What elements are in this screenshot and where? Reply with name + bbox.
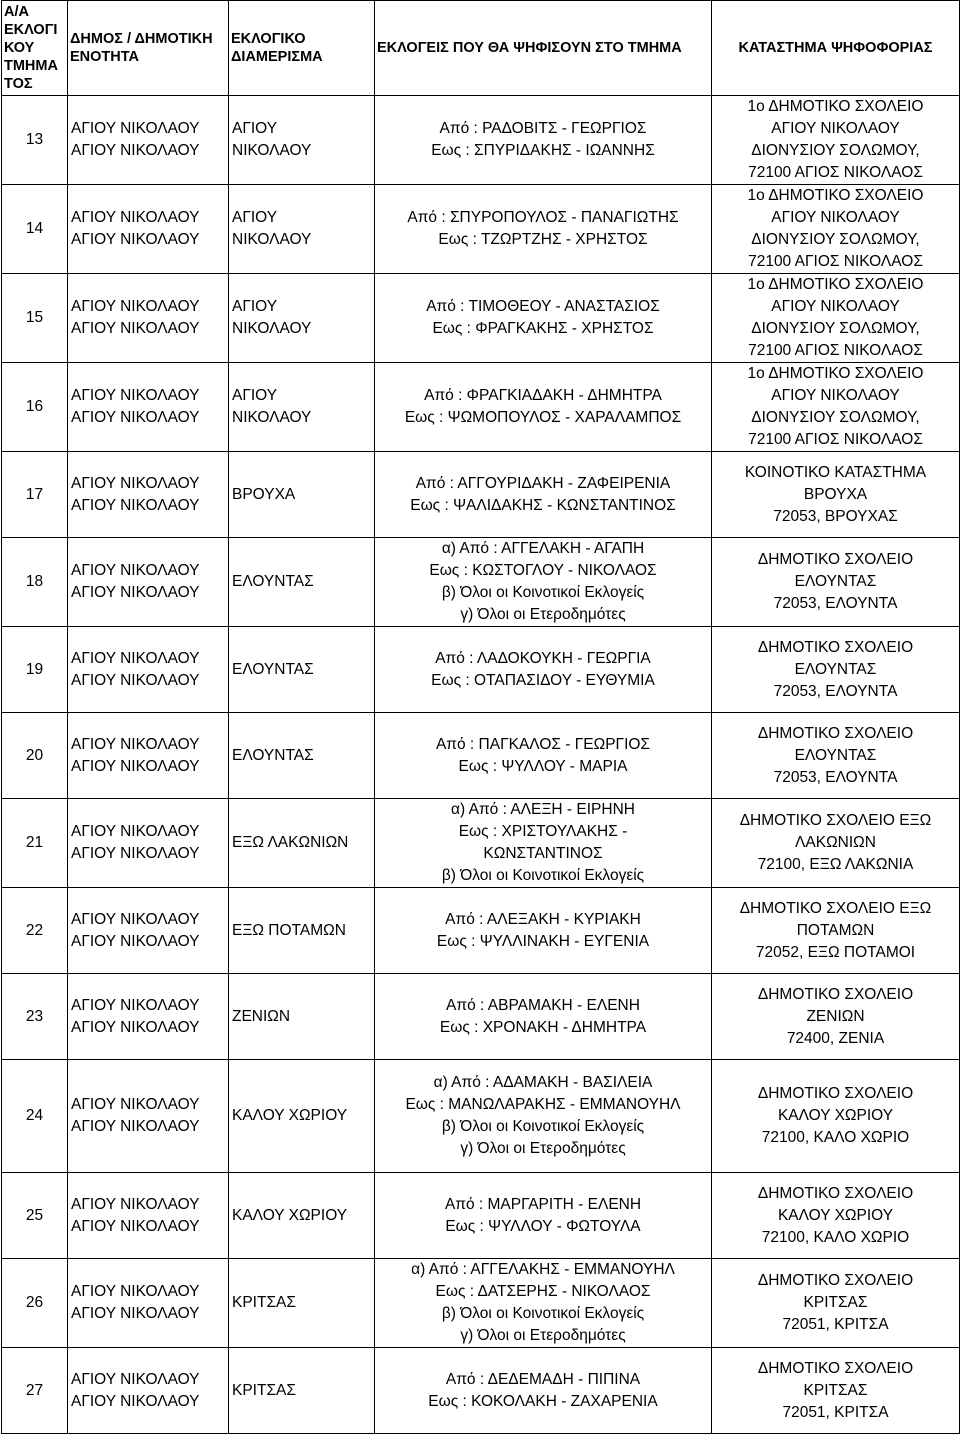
district-cell-line: ΚΑΛΟΥ ΧΩΡΙΟΥ: [232, 1107, 348, 1124]
station-cell: [712, 363, 960, 452]
municipality-cell-line: ΑΓΙΟΥ ΝΙΚΟΛΑΟΥ: [71, 649, 200, 667]
station-cell-line: 72100, ΚΑΛΟ ΧΩΡΙΟ: [761, 1129, 910, 1146]
station-cell-line: ΔΙΟΝΥΣΙΟΥ ΣΟΛΩΜΟΥ,: [751, 142, 920, 159]
voters-cell: [375, 888, 712, 974]
station-cell-line: ΒΡΟΥΧΑ: [803, 485, 868, 503]
district-cell: [229, 1259, 375, 1348]
station-cell-line: ΑΓΙΟΥ ΝΙΚΟΛΑΟΥ: [771, 387, 900, 404]
municipality-cell-line: ΑΓΙΟΥ ΝΙΚΟΛΑΟΥ: [71, 1392, 200, 1410]
municipality-cell-line: ΑΓΙΟΥ ΝΙΚΟΛΑΟΥ: [71, 298, 200, 315]
municipality-cell: [68, 1173, 229, 1259]
municipality-cell-line: ΑΓΙΟΥ ΝΙΚΟΛΑΟΥ: [71, 910, 200, 928]
table-row: [2, 185, 960, 274]
voters-cell: [375, 713, 712, 799]
voters-cell: [375, 96, 712, 185]
voters-cell-line: Εως : ΨΥΛΛΟΥ - ΦΩΤΟΥΛΑ: [445, 1217, 641, 1235]
municipality-cell-line: ΑΓΙΟΥ ΝΙΚΟΛΑΟΥ: [71, 823, 200, 840]
station-cell-line: ΚΟΙΝΟΤΙΚΟ ΚΑΤΑΣΤΗΜΑ: [744, 463, 927, 481]
municipality-cell-line: ΑΓΙΟΥ ΝΙΚΟΛΑΟΥ: [71, 1217, 200, 1235]
voters-cell-line: γ) Όλοι οι Ετεροδημότες: [460, 1140, 626, 1157]
table-row: [2, 1348, 960, 1434]
municipality-cell-line: ΑΓΙΟΥ ΝΙΚΟΛΑΟΥ: [71, 671, 200, 689]
municipality-cell-line: ΑΓΙΟΥ ΝΙΚΟΛΑΟΥ: [71, 231, 200, 248]
section-number: 17: [2, 452, 68, 538]
district-cell: [229, 1060, 375, 1173]
section-number: 18: [2, 538, 68, 627]
voters-cell: [375, 627, 712, 713]
municipality-cell: [68, 96, 229, 185]
district-cell: [229, 452, 375, 538]
station-cell-line: ΔΗΜΟΤΙΚΟ ΣΧΟΛΕΙΟ: [757, 551, 914, 568]
voters-cell-line: Εως : ΔΑΤΣΕΡΗΣ - ΝΙΚΟΛΑΟΣ: [435, 1283, 651, 1300]
voters-cell: [375, 1060, 712, 1173]
table-body: [2, 96, 960, 1434]
table-row: [2, 538, 960, 627]
district-cell: [229, 96, 375, 185]
voters-cell-line: α) Από : ΑΛΕΞΗ - ΕΙΡΗΝΗ: [451, 801, 635, 818]
district-cell-line: ΝΙΚΟΛΑΟΥ: [232, 320, 312, 337]
station-cell: [712, 96, 960, 185]
station-cell: [712, 799, 960, 888]
municipality-cell-line: ΑΓΙΟΥ ΝΙΚΟΛΑΟΥ: [71, 209, 200, 226]
voters-cell-line: α) Από : ΑΔΑΜΑΚΗ - ΒΑΣΙΛΕΙΑ: [433, 1074, 653, 1091]
municipality-cell-line: ΑΓΙΟΥ ΝΙΚΟΛΑΟΥ: [71, 142, 200, 159]
station-cell-line: 72100 ΑΓΙΟΣ ΝΙΚΟΛΑΟΣ: [748, 164, 923, 181]
header-municipality: ΔΗΜΟΣ / ΔΗΜΟΤΙΚΗ ΕΝΟΤΗΤΑ: [68, 1, 229, 96]
station-cell-line: ΕΛΟΥΝΤΑΣ: [794, 660, 877, 678]
voters-cell-line: Από : ΠΑΓΚΑΛΟΣ - ΓΕΩΡΓΙΟΣ: [435, 735, 651, 753]
municipality-cell: [68, 274, 229, 363]
municipality-cell-line: ΑΓΙΟΥ ΝΙΚΟΛΑΟΥ: [71, 996, 200, 1014]
district-cell: [229, 888, 375, 974]
section-number: 14: [2, 185, 68, 274]
table-row: [2, 452, 960, 538]
municipality-cell-line: ΑΓΙΟΥ ΝΙΚΟΛΑΟΥ: [71, 1096, 200, 1113]
station-cell-line: ΔΗΜΟΤΙΚΟ ΣΧΟΛΕΙΟ: [757, 1359, 914, 1377]
table-row: [2, 274, 960, 363]
table-row: [2, 888, 960, 974]
station-cell-line: 1ο ΔΗΜΟΤΙΚΟ ΣΧΟΛΕΙΟ: [747, 276, 924, 293]
municipality-cell-line: ΑΓΙΟΥ ΝΙΚΟΛΑΟΥ: [71, 1195, 200, 1213]
voters-cell-line: Από : ΣΠΥΡΟΠΟΥΛΟΣ - ΠΑΝΑΓΙΩΤΗΣ: [407, 209, 679, 226]
voters-cell-line: Εως : ΧΡΟΝΑΚΗ - ΔΗΜΗΤΡΑ: [439, 1018, 647, 1036]
district-cell: [229, 713, 375, 799]
station-cell-line: ΖΕΝΙΩΝ: [806, 1007, 865, 1025]
station-cell-line: 72400, ΖΕΝΙΑ: [786, 1029, 885, 1047]
station-cell-line: ΔΗΜΟΤΙΚΟ ΣΧΟΛΕΙΟ: [757, 724, 914, 742]
voters-cell-line: Από : ΛΑΔΟΚΟΥΚΗ - ΓΕΩΡΓΙΑ: [435, 649, 651, 667]
voters-cell-line: Από : ΑΓΓΟΥΡΙΔΑΚΗ - ΖΑΦΕΙΡΕΝΙΑ: [415, 474, 671, 492]
station-cell-line: ΔΗΜΟΤΙΚΟ ΣΧΟΛΕΙΟ: [757, 1085, 914, 1102]
table-row: [2, 363, 960, 452]
voters-cell: [375, 274, 712, 363]
station-cell-line: 72053, ΒΡΟΥΧΑΣ: [773, 507, 898, 525]
municipality-cell-line: ΑΓΙΟΥ ΝΙΚΟΛΑΟΥ: [71, 845, 200, 862]
municipality-cell: [68, 799, 229, 888]
district-cell-line: ΚΡΙΤΣΑΣ: [232, 1381, 296, 1399]
district-cell: [229, 974, 375, 1060]
district-cell: [229, 185, 375, 274]
voters-cell-line: Εως : ΨΥΛΛΙΝΑΚΗ - ΕΥΓΕΝΙΑ: [436, 932, 650, 950]
station-cell-line: ΛΑΚΩΝΙΩΝ: [795, 834, 876, 851]
station-cell: [712, 888, 960, 974]
voters-cell-line: α) Από : ΑΓΓΕΛΑΚΗΣ - ΕΜΜΑΝΟΥΗΛ: [411, 1261, 675, 1278]
station-cell-line: ΑΓΙΟΥ ΝΙΚΟΛΑΟΥ: [771, 120, 900, 137]
header-electoral-district: ΕΚΛΟΓΙΚΟ ΔΙΑΜΕΡΙΣΜΑ: [229, 1, 375, 96]
voters-cell-line: Από : ΔΕΔΕΜΑΔΗ - ΠΙΠΙΝΑ: [445, 1370, 641, 1388]
municipality-cell: [68, 888, 229, 974]
voters-cell: [375, 1259, 712, 1348]
voters-cell: [375, 538, 712, 627]
station-cell-line: 72053, ΕΛΟΥΝΤΑ: [773, 768, 898, 786]
district-cell-line: ΑΓΙΟΥ: [232, 120, 278, 137]
station-cell: [712, 974, 960, 1060]
municipality-cell-line: ΑΓΙΟΥ ΝΙΚΟΛΑΟΥ: [71, 120, 200, 137]
municipality-cell-line: ΑΓΙΟΥ ΝΙΚΟΛΑΟΥ: [71, 757, 200, 775]
table-row: [2, 96, 960, 185]
district-cell: [229, 799, 375, 888]
district-cell-line: ΕΛΟΥΝΤΑΣ: [232, 660, 314, 678]
section-number: 27: [2, 1348, 68, 1434]
municipality-cell: [68, 363, 229, 452]
voters-cell-line: Εως : ΨΥΛΛΟΥ - ΜΑΡΙΑ: [458, 757, 628, 775]
municipality-cell-line: ΑΓΙΟΥ ΝΙΚΟΛΑΟΥ: [71, 1118, 200, 1135]
district-cell-line: ΕΛΟΥΝΤΑΣ: [232, 573, 314, 590]
district-cell: [229, 1173, 375, 1259]
station-cell-line: 1ο ΔΗΜΟΤΙΚΟ ΣΧΟΛΕΙΟ: [747, 187, 924, 204]
station-cell-line: ΚΑΛΟΥ ΧΩΡΙΟΥ: [777, 1107, 894, 1124]
municipality-cell: [68, 627, 229, 713]
municipality-cell-line: ΑΓΙΟΥ ΝΙΚΟΛΑΟΥ: [71, 1018, 200, 1036]
municipality-cell: [68, 185, 229, 274]
station-cell-line: ΔΗΜΟΤΙΚΟ ΣΧΟΛΕΙΟ ΕΞΩ: [739, 812, 932, 829]
district-cell-line: ΕΞΩ ΠΟΤΑΜΩΝ: [232, 921, 346, 939]
station-cell-line: 72053, ΕΛΟΥΝΤΑ: [773, 682, 898, 700]
voters-cell-line: β) Όλοι οι Κοινοτικοί Εκλογείς: [441, 1305, 645, 1322]
station-cell: [712, 538, 960, 627]
station-cell-line: ΔΗΜΟΤΙΚΟ ΣΧΟΛΕΙΟ ΕΞΩ: [739, 899, 932, 917]
municipality-cell-line: ΑΓΙΟΥ ΝΙΚΟΛΑΟΥ: [71, 562, 200, 579]
voters-cell-line: Από : ΑΒΡΑΜΑΚΗ - ΕΛΕΝΗ: [446, 996, 640, 1014]
header-row: [2, 1, 960, 96]
voters-cell: [375, 185, 712, 274]
district-cell-line: ΝΙΚΟΛΑΟΥ: [232, 409, 312, 426]
section-number: 21: [2, 799, 68, 888]
voters-cell: [375, 799, 712, 888]
district-cell-line: ΕΞΩ ΛΑΚΩΝΙΩΝ: [232, 834, 349, 851]
municipality-cell: [68, 713, 229, 799]
voters-cell-line: Εως : ΦΡΑΓΚΑΚΗΣ - ΧΡΗΣΤΟΣ: [432, 320, 654, 337]
voters-cell-line: Από : ΦΡΑΓΚΙΑΔΑΚΗ - ΔΗΜΗΤΡΑ: [424, 387, 662, 404]
voters-cell: [375, 1348, 712, 1434]
station-cell: [712, 1259, 960, 1348]
municipality-cell: [68, 452, 229, 538]
municipality-cell-line: ΑΓΙΟΥ ΝΙΚΟΛΑΟΥ: [71, 1305, 200, 1322]
station-cell: [712, 627, 960, 713]
district-cell-line: ΕΛΟΥΝΤΑΣ: [232, 746, 314, 764]
section-number: 23: [2, 974, 68, 1060]
station-cell-line: 72100 ΑΓΙΟΣ ΝΙΚΟΛΑΟΣ: [748, 342, 923, 359]
municipality-cell-line: ΑΓΙΟΥ ΝΙΚΟΛΑΟΥ: [71, 474, 200, 492]
station-cell-line: ΔΙΟΝΥΣΙΟΥ ΣΟΛΩΜΟΥ,: [751, 231, 920, 248]
station-cell-line: ΔΗΜΟΤΙΚΟ ΣΧΟΛΕΙΟ: [757, 638, 914, 656]
voters-cell-line: Εως : ΨΩΜΟΠΟΥΛΟΣ - ΧΑΡΑΛΑΜΠΟΣ: [404, 409, 682, 426]
municipality-cell-line: ΑΓΙΟΥ ΝΙΚΟΛΑΟΥ: [71, 1283, 200, 1300]
district-cell-line: ΖΕΝΙΩΝ: [232, 1007, 291, 1025]
municipality-cell-line: ΑΓΙΟΥ ΝΙΚΟΛΑΟΥ: [71, 409, 200, 426]
station-cell-line: ΑΓΙΟΥ ΝΙΚΟΛΑΟΥ: [771, 298, 900, 315]
municipality-cell-line: ΑΓΙΟΥ ΝΙΚΟΛΑΟΥ: [71, 735, 200, 753]
station-cell: [712, 185, 960, 274]
district-cell-line: ΚΡΙΤΣΑΣ: [232, 1294, 296, 1311]
municipality-cell-line: ΑΓΙΟΥ ΝΙΚΟΛΑΟΥ: [71, 1370, 200, 1388]
station-cell-line: 72051, ΚΡΙΤΣΑ: [782, 1403, 889, 1421]
table-row: [2, 974, 960, 1060]
voters-cell-line: Εως : ΧΡΙΣΤΟΥΛΑΚΗΣ -: [458, 823, 628, 840]
header-polling-station: ΚΑΤΑΣΤΗΜΑ ΨΗΦΟΦΟΡΙΑΣ: [712, 1, 960, 96]
voters-cell: [375, 452, 712, 538]
municipality-cell: [68, 1060, 229, 1173]
district-cell: [229, 627, 375, 713]
station-cell-line: ΚΑΛΟΥ ΧΩΡΙΟΥ: [777, 1206, 894, 1224]
municipality-cell-line: ΑΓΙΟΥ ΝΙΚΟΛΑΟΥ: [71, 320, 200, 337]
station-cell-line: ΚΡΙΤΣΑΣ: [803, 1294, 868, 1311]
station-cell-line: 72100 ΑΓΙΟΣ ΝΙΚΟΛΑΟΣ: [748, 253, 923, 270]
district-cell-line: ΑΓΙΟΥ: [232, 209, 278, 226]
voters-cell-line: Εως : ΜΑΝΩΛΑΡΑΚΗΣ - ΕΜΜΑΝΟΥΗΛ: [405, 1096, 681, 1113]
station-cell-line: ΕΛΟΥΝΤΑΣ: [794, 573, 877, 590]
voters-cell-line: Εως : ΚΩΣΤΟΓΛΟΥ - ΝΙΚΟΛΑΟΣ: [429, 562, 657, 579]
station-cell-line: 72100, ΕΞΩ ΛΑΚΩΝΙΑ: [757, 856, 914, 873]
municipality-cell: [68, 1259, 229, 1348]
station-cell: [712, 1060, 960, 1173]
voters-cell: [375, 363, 712, 452]
voters-cell: [375, 1173, 712, 1259]
voters-cell-line: β) Όλοι οι Κοινοτικοί Εκλογείς: [441, 867, 645, 884]
district-cell-line: ΝΙΚΟΛΑΟΥ: [232, 142, 312, 159]
station-cell-line: ΔΗΜΟΤΙΚΟ ΣΧΟΛΕΙΟ: [757, 1272, 914, 1289]
municipality-cell-line: ΑΓΙΟΥ ΝΙΚΟΛΑΟΥ: [71, 387, 200, 404]
district-cell: [229, 1348, 375, 1434]
voters-cell-line: Από : ΡΑΔΟΒΙΤΣ - ΓΕΩΡΓΙΟΣ: [439, 120, 647, 137]
municipality-cell: [68, 1348, 229, 1434]
voters-cell-line: ΚΩΝΣΤΑΝΤΙΝΟΣ: [483, 845, 603, 862]
voters-cell-line: β) Όλοι οι Κοινοτικοί Εκλογείς: [441, 1118, 645, 1135]
section-number: 15: [2, 274, 68, 363]
municipality-cell-line: ΑΓΙΟΥ ΝΙΚΟΛΑΟΥ: [71, 932, 200, 950]
station-cell-line: 72052, ΕΞΩ ΠΟΤΑΜΟΙ: [755, 943, 916, 961]
voters-cell-line: Εως : ΣΠΥΡΙΔΑΚΗΣ - ΙΩΑΝΝΗΣ: [431, 142, 655, 159]
voters-cell: [375, 974, 712, 1060]
voters-cell-line: Εως : ΚΟΚΟΛΑΚΗ - ΖΑΧΑΡΕΝΙΑ: [428, 1392, 658, 1410]
municipality-cell-line: ΑΓΙΟΥ ΝΙΚΟΛΑΟΥ: [71, 496, 200, 514]
section-number: 19: [2, 627, 68, 713]
district-cell-line: ΒΡΟΥΧΑ: [232, 485, 296, 503]
station-cell-line: 72053, ΕΛΟΥΝΤΑ: [773, 595, 898, 612]
section-number: 25: [2, 1173, 68, 1259]
station-cell-line: ΠΟΤΑΜΩΝ: [796, 921, 875, 939]
district-cell-line: ΚΑΛΟΥ ΧΩΡΙΟΥ: [232, 1206, 348, 1224]
voters-cell-line: γ) Όλοι οι Ετεροδημότες: [460, 606, 626, 623]
voters-cell-line: Εως : ΨΑΛΙΔΑΚΗΣ - ΚΩΝΣΤΑΝΤΙΝΟΣ: [410, 496, 676, 514]
table-row: [2, 1259, 960, 1348]
table-row: [2, 1173, 960, 1259]
station-cell: [712, 713, 960, 799]
table-row: [2, 713, 960, 799]
table-row: [2, 799, 960, 888]
station-cell-line: ΕΛΟΥΝΤΑΣ: [794, 746, 877, 764]
header-voters: ΕΚΛΟΓΕΙΣ ΠΟΥ ΘΑ ΨΗΦΙΣΟΥΝ ΣΤΟ ΤΜΗΜΑ: [375, 1, 712, 96]
station-cell-line: ΔΙΟΝΥΣΙΟΥ ΣΟΛΩΜΟΥ,: [751, 320, 920, 337]
district-cell-line: ΑΓΙΟΥ: [232, 387, 278, 404]
table-row: [2, 627, 960, 713]
district-cell: [229, 538, 375, 627]
voters-cell-line: Από : ΜΑΡΓΑΡΙΤΗ - ΕΛΕΝΗ: [444, 1195, 642, 1213]
section-number: 16: [2, 363, 68, 452]
table-row: [2, 1060, 960, 1173]
station-cell: [712, 274, 960, 363]
municipality-cell: [68, 538, 229, 627]
station-cell-line: 72100 ΑΓΙΟΣ ΝΙΚΟΛΑΟΣ: [748, 431, 923, 448]
voters-cell-line: Εως : ΟΤΑΠΑΣΙΔΟΥ - ΕΥΘΥΜΙΑ: [431, 671, 655, 689]
voters-cell-line: Από : ΑΛΕΞΑΚΗ - ΚΥΡΙΑΚΗ: [445, 910, 641, 928]
voters-cell-line: γ) Όλοι οι Ετεροδημότες: [460, 1327, 626, 1344]
station-cell-line: ΑΓΙΟΥ ΝΙΚΟΛΑΟΥ: [771, 209, 900, 226]
polling-stations-table: [1, 0, 960, 1434]
voters-cell-line: Εως : ΤΖΩΡΤΖΗΣ - ΧΡΗΣΤΟΣ: [438, 231, 648, 248]
municipality-cell-line: ΑΓΙΟΥ ΝΙΚΟΛΑΟΥ: [71, 584, 200, 601]
station-cell-line: 1ο ΔΗΜΟΤΙΚΟ ΣΧΟΛΕΙΟ: [747, 98, 924, 115]
station-cell-line: ΔΙΟΝΥΣΙΟΥ ΣΟΛΩΜΟΥ,: [751, 409, 920, 426]
section-number: 24: [2, 1060, 68, 1173]
station-cell-line: 72051, ΚΡΙΤΣΑ: [782, 1316, 889, 1333]
section-number: 26: [2, 1259, 68, 1348]
voters-cell-line: β) Όλοι οι Κοινοτικοί Εκλογείς: [441, 584, 645, 601]
section-number: 20: [2, 713, 68, 799]
station-cell: [712, 452, 960, 538]
station-cell: [712, 1173, 960, 1259]
voters-cell-line: α) Από : ΑΓΓΕΛΑΚΗ - ΑΓΑΠΗ: [441, 540, 645, 557]
section-number: 13: [2, 96, 68, 185]
station-cell-line: 1ο ΔΗΜΟΤΙΚΟ ΣΧΟΛΕΙΟ: [747, 365, 924, 382]
station-cell-line: 72100, ΚΑΛΟ ΧΩΡΙΟ: [761, 1228, 910, 1246]
district-cell: [229, 274, 375, 363]
station-cell-line: ΔΗΜΟΤΙΚΟ ΣΧΟΛΕΙΟ: [757, 1184, 914, 1202]
station-cell-line: ΔΗΜΟΤΙΚΟ ΣΧΟΛΕΙΟ: [757, 985, 914, 1003]
district-cell-line: ΑΓΙΟΥ: [232, 298, 278, 315]
district-cell: [229, 363, 375, 452]
station-cell-line: ΚΡΙΤΣΑΣ: [803, 1381, 868, 1399]
header-section-number: Α/Α ΕΚΛΟΓΙ ΚΟΥ ΤΜΗΜΑ ΤΟΣ: [2, 1, 68, 96]
district-cell-line: ΝΙΚΟΛΑΟΥ: [232, 231, 312, 248]
section-number: 22: [2, 888, 68, 974]
voters-cell-line: Από : ΤΙΜΟΘΕΟΥ - ΑΝΑΣΤΑΣΙΟΣ: [426, 298, 660, 315]
municipality-cell: [68, 974, 229, 1060]
station-cell: [712, 1348, 960, 1434]
